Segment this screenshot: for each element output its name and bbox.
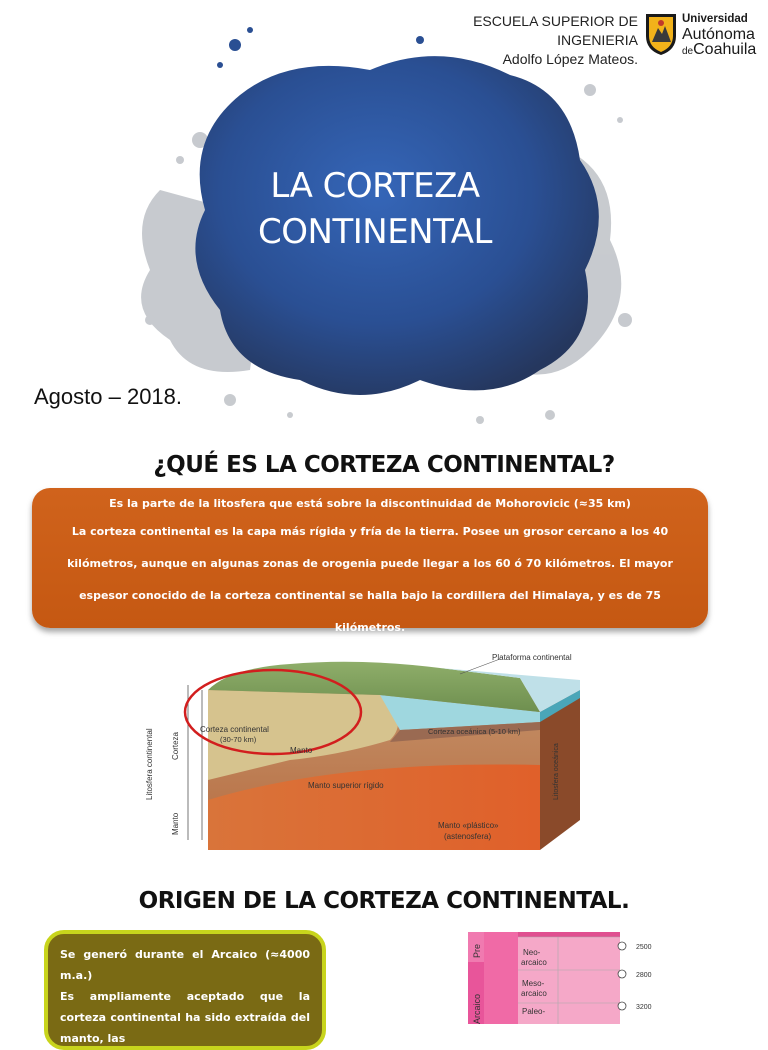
label-corteza-side: Corteza: [171, 731, 180, 760]
row-1-age: 2500: [636, 944, 652, 951]
row-2-label-2: arcaico: [521, 989, 547, 998]
label-manto: Manto: [290, 746, 313, 755]
row-2-label-1: Meso-: [522, 979, 545, 988]
label-plataforma: Plataforma continental: [492, 653, 572, 662]
cover-title-line-2: CONTINENTAL: [258, 212, 492, 252]
label-manto-plastico: Manto «plástico»: [438, 821, 499, 830]
row-3-age: 3200: [636, 1004, 652, 1011]
origin-paragraph: Es ampliamente aceptado que la corteza continental ha sido extraída del manto, las: [60, 990, 310, 1045]
eon-top-label: Pre: [472, 943, 482, 958]
definition-paragraph: La corteza continental es la capa más rígida y fría de la tierra. Posee un grosor cercano a los 40 kilómetros, aunque en algunas zonas de orogenia puede llegar a los 60 ó 70 kilómetros. El mayor espesor conocido de la corteza continental se halla bajo la cordillera del Himalaya, y es de 75 kilómetros.: [67, 525, 673, 634]
school-line-1: ESCUELA SUPERIOR DE INGENIERIA: [473, 13, 638, 48]
geologic-timescale-table: [468, 932, 668, 1024]
label-litosfera-continental: Litosfera continental: [145, 728, 154, 800]
university-line-3: [682, 42, 766, 59]
university-line-1: Universidad: [682, 13, 748, 25]
university-line-3-main: Coahuila: [693, 41, 757, 58]
university-line-2: Autónoma: [682, 26, 755, 43]
crust-block-diagram: [140, 650, 610, 855]
label-corteza-oceanica: Corteza oceánica (5-10 km): [428, 727, 521, 736]
row-3-label-1: Paleo-: [522, 1007, 546, 1016]
section-heading-what-is: ¿QUÉ ES LA CORTEZA CONTINENTAL?: [153, 452, 615, 478]
label-manto-side: Manto: [171, 812, 180, 835]
cover-title-line-1: LA CORTEZA: [270, 166, 480, 206]
cover-title: [180, 163, 570, 255]
label-manto-superior: Manto superior rígido: [308, 781, 384, 790]
school-line-2: Adolfo López Mateos.: [502, 51, 638, 67]
university-line-3-prefix: de: [682, 46, 694, 57]
label-astenosfera: (astenosfera): [444, 832, 492, 841]
definition-line-1: Es la parte de la litosfera que está sobre la discontinuidad de Mohorovicic (≈35 km): [109, 497, 631, 510]
eon-side-label: Arcaico: [472, 993, 482, 1024]
origin-line-1: Se generó durante el Arcaico (≈4000 m.a.): [60, 948, 310, 982]
row-1-label-1: Neo-: [523, 948, 541, 957]
label-corteza-continental: Corteza continental: [200, 725, 269, 734]
row-2-age: 2800: [636, 972, 652, 979]
origin-box: [44, 930, 326, 1050]
definition-box: [32, 488, 708, 634]
label-corteza-range: (30-70 km): [220, 735, 257, 744]
university-name: [682, 12, 766, 59]
section-heading-origin: ORIGEN DE LA CORTEZA CONTINENTAL.: [138, 888, 630, 914]
label-litosfera-oceanica: Litosfera oceánica: [553, 743, 560, 800]
cover-date: Agosto – 2018.: [34, 384, 183, 409]
row-1-label-2: arcaico: [521, 958, 547, 967]
